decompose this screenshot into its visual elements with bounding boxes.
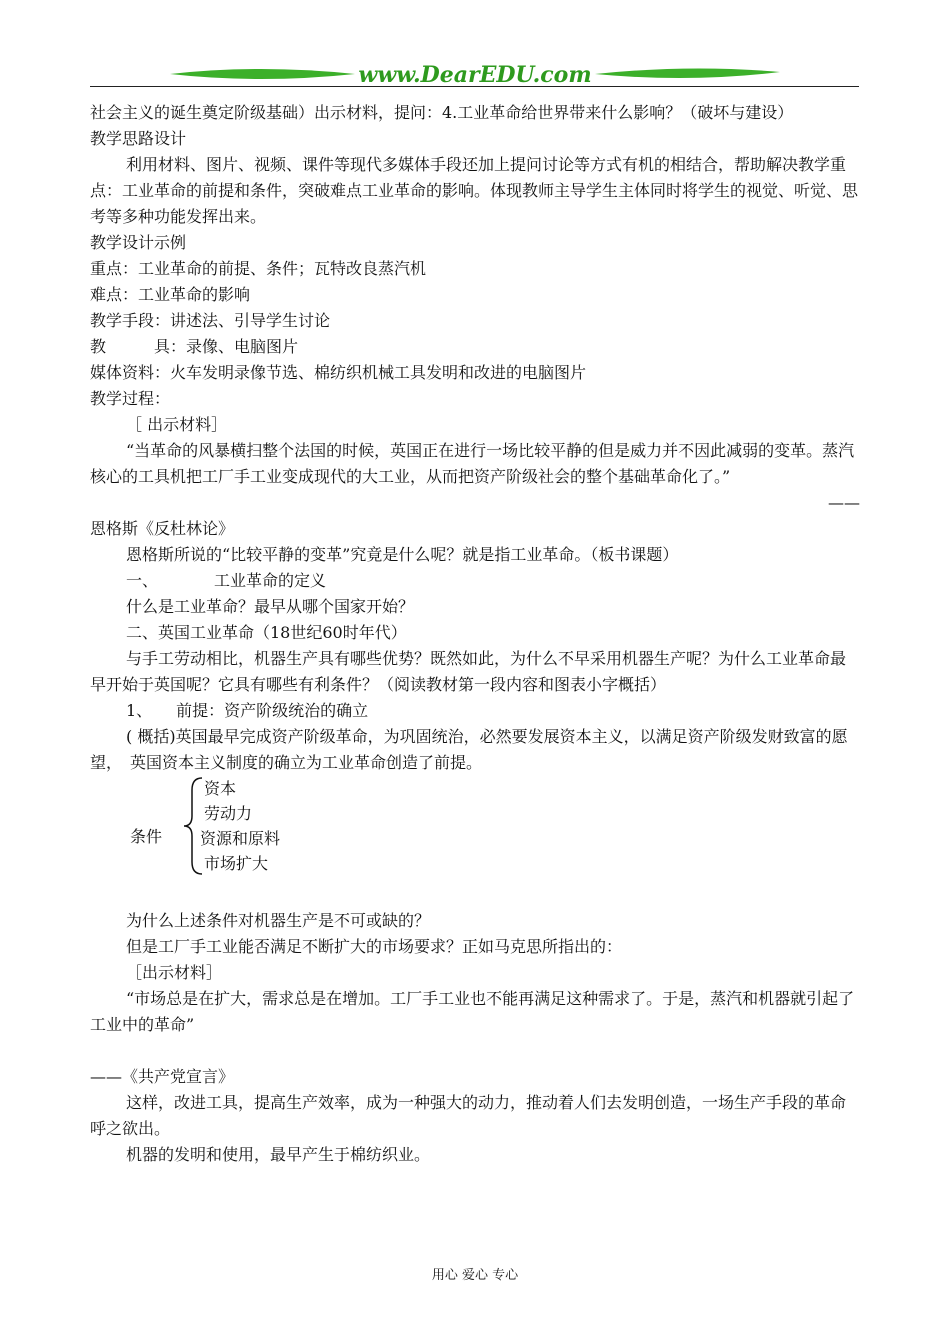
logo-swoosh-right — [595, 68, 780, 78]
logo-swoosh-left — [170, 69, 355, 79]
paragraph: 与手工劳动相比，机器生产具有哪些优势？既然如此，为什么不早采用机器生产呢？为什么工业革命最早开始于英国呢？它具有哪些有利条件？（阅读教材第一段内容和图表小字概括） — [90, 649, 847, 694]
list-heading: 二、英国工业革命（18世纪60时年代） — [126, 623, 407, 642]
paragraph: 教学手段：讲述法、引导学生讨论 — [90, 311, 331, 330]
diagram-item: 资源和原料 — [200, 829, 281, 848]
paragraph: 这样，改进工具，提高生产效率，成为一种强大的动力，推动着人们去发明创造，一场生产手段的革命呼之欲出。 — [90, 1093, 847, 1138]
quote-source: ——《共产党宣言》 — [90, 1067, 235, 1086]
paragraph: 恩格斯所说的“比较平静的变革”究竟是什么呢？就是指工业革命。（板书课题） — [126, 545, 679, 564]
logo-text: www.DearEDU.com — [358, 62, 592, 88]
diagram-item: 资本 — [204, 779, 237, 798]
diagram-label: 条件 — [130, 827, 163, 846]
paragraph: 教 具：录像、电脑图片 — [90, 337, 299, 356]
paragraph: 为什么上述条件对机器生产是不可或缺的？ — [126, 911, 431, 930]
paragraph: ［出示材料］ — [126, 963, 223, 982]
paragraph: 什么是工业革命？最早从哪个国家开始？ — [126, 597, 415, 616]
quote-dash: —— — [828, 493, 860, 512]
paragraph: 机器的发明和使用，最早产生于棉纺织业。 — [126, 1145, 431, 1164]
conditions-diagram — [90, 776, 860, 908]
page-footer: 用心 爱心 专心 — [431, 1268, 519, 1283]
document-body — [90, 100, 860, 1168]
section-heading: 教学思路设计 — [90, 129, 187, 148]
list-heading: 一、 工业革命的定义 — [126, 571, 327, 590]
paragraph: 社会主义的诞生奠定阶级基础）出示材料，提问：4.工业革命给世界带来什么影响？（破坏与建设） — [90, 103, 794, 122]
list-heading: 1、 前提：资产阶级统治的确立 — [126, 701, 369, 720]
paragraph: 难点：工业革命的影响 — [90, 285, 251, 304]
section-heading: 教学设计示例 — [90, 233, 187, 252]
paragraph: 媒体资料：火车发明录像节选、棉纺织机械工具发明和改进的电脑图片 — [90, 363, 587, 382]
header-rule — [90, 86, 859, 87]
paragraph: ( 概括)英国最早完成资产阶级革命，为巩固统治，必然要发展资本主义，以满足资产阶级发财致富的愿望， 英国资本主义制度的确立为工业革命创造了前提。 — [90, 727, 848, 772]
quote: “当革命的风暴横扫整个法国的时候，英国正在进行一场比较平静的但是威力并不因此减弱的变革。蒸汽核心的工具机把工厂手工业变成现代的大工业，从而把资产阶级社会的整个基础革命化了。” — [90, 441, 855, 486]
paragraph: 利用材料、图片、视频、课件等现代多媒体手段还加上提问讨论等方式有机的相结合，帮助解决教学重点：工业革命的前提和条件，突破难点工业革命的影响。体现教师主导学生主体同时将学生的视觉、听觉、思考等多种功能发挥出来。 — [90, 155, 859, 226]
deareedu-logo — [170, 58, 780, 98]
diagram-item: 劳动力 — [204, 804, 253, 823]
paragraph: ［ 出示材料］ — [126, 415, 228, 434]
quote-source: 恩格斯《反杜林论》 — [90, 519, 235, 538]
paragraph: 教学过程： — [90, 389, 171, 408]
diagram-item: 市场扩大 — [204, 854, 269, 873]
paragraph: 重点：工业革命的前提、条件；瓦特改良蒸汽机 — [90, 259, 427, 278]
paragraph: 但是工厂手工业能否满足不断扩大的市场要求？正如马克思所指出的： — [126, 937, 623, 956]
quote: “市场总是在扩大，需求总是在增加。工厂手工业也不能再满足这种需求了。于是，蒸汽和机器就引起了工业中的革命” — [90, 989, 855, 1034]
